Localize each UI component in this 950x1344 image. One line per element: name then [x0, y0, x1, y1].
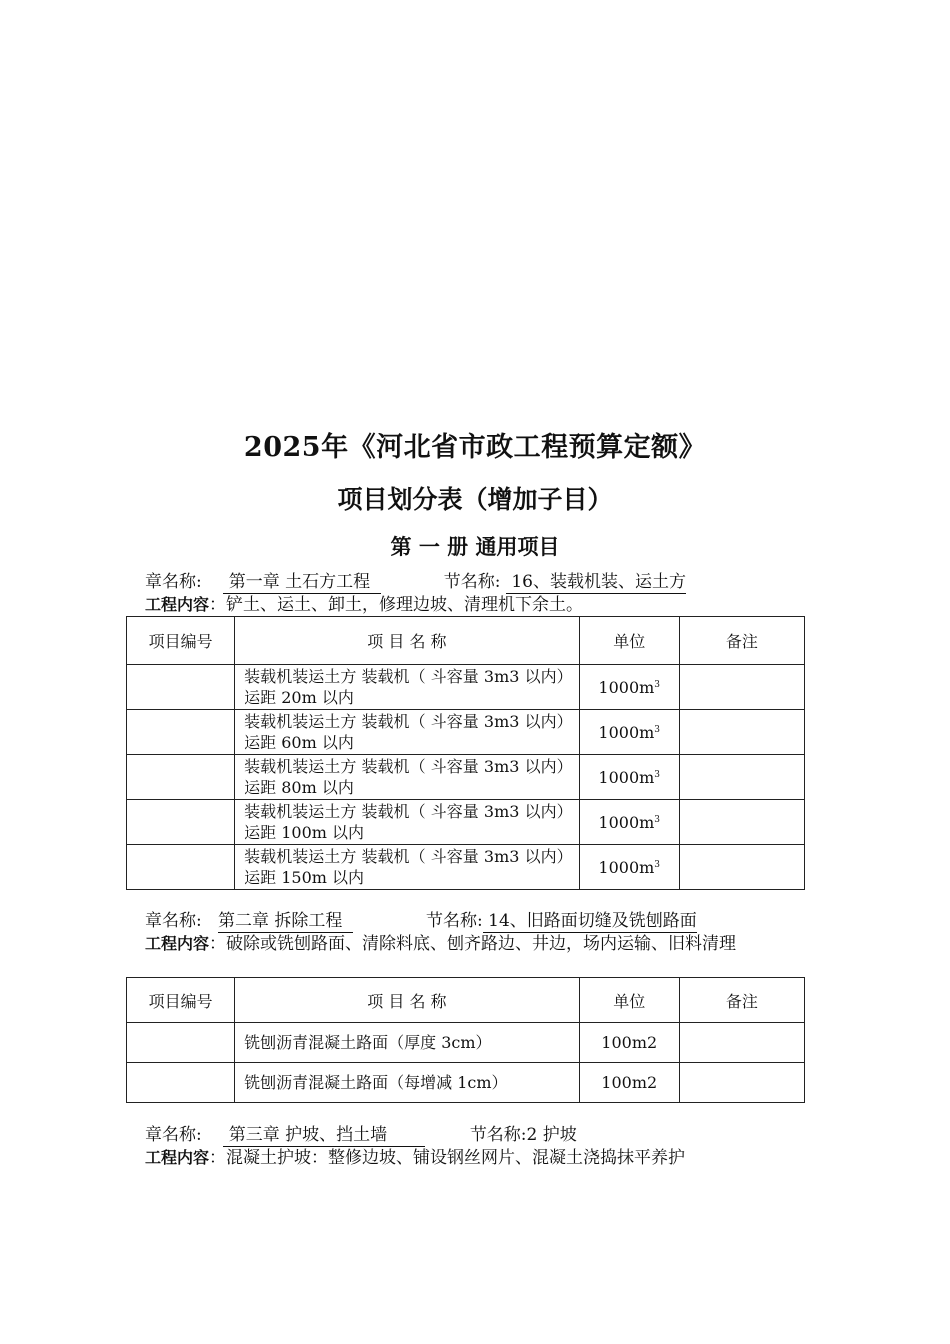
- section-name: 14、旧路面切缝及铣刨路面: [483, 911, 697, 933]
- document-title: 2025年《河北省市政工程预算定额》: [243, 432, 707, 463]
- header-code: 项目编号: [127, 978, 235, 1023]
- cell-name: 装载机装运土方 装载机（ 斗容量 3m3 以内）运距 150m 以内: [235, 845, 580, 890]
- content-label: 工程内容: [145, 1148, 210, 1167]
- section-3-header: [145, 1125, 577, 1145]
- chapter-name: 第二章 拆除工程: [218, 911, 353, 933]
- cell-unit: $1000m^3$: [579, 800, 679, 845]
- section-label: 节名称:: [425, 911, 483, 931]
- cell-unit: $1000m^3$: [579, 665, 679, 710]
- chapter-label: 章名称:: [145, 1125, 202, 1145]
- cell-code: [127, 1023, 235, 1063]
- cell-note: [679, 755, 804, 800]
- header-note: 备注: [679, 978, 804, 1023]
- cell-unit: $1000m^3$: [579, 755, 679, 800]
- cell-note: [679, 1063, 804, 1103]
- section-3-content: 工程内容：混凝土护坡：整修边坡、铺设钢丝网片、混凝土浇捣抹平养护: [145, 1148, 686, 1168]
- cell-name: 装载机装运土方 装载机（ 斗容量 3m3 以内）运距 100m 以内: [235, 800, 580, 845]
- header-note: 备注: [679, 617, 804, 665]
- document-subtitle: 项目划分表（增加子目）: [337, 485, 613, 514]
- chapter-label: 章名称:: [145, 572, 202, 592]
- header-unit: 单位: [579, 617, 679, 665]
- cell-code: [127, 755, 235, 800]
- cell-name: 装载机装运土方 装载机（ 斗容量 3m3 以内）运距 20m 以内: [235, 665, 580, 710]
- cell-note: [679, 845, 804, 890]
- content-text: 破除或铣刨路面、清除料底、刨齐路边、井边，场内运输、旧料清理: [226, 934, 737, 954]
- section-name: 16、装载机装、运土方: [506, 572, 686, 594]
- cell-unit: $1000m^3$: [579, 710, 679, 755]
- volume-title: 第 一 册 通用项目: [390, 534, 560, 559]
- table-header-row: [127, 978, 805, 1023]
- cell-code: [127, 1063, 235, 1103]
- cell-code: [127, 665, 235, 710]
- cell-note: [679, 1023, 804, 1063]
- cell-code: [127, 845, 235, 890]
- header-unit: 单位: [579, 978, 679, 1023]
- items-table-2: [126, 977, 805, 1103]
- header-name: 项 目 名 称: [235, 617, 580, 665]
- cell-note: [679, 710, 804, 755]
- cell-note: [679, 665, 804, 710]
- content-text: 混凝土护坡：整修边坡、铺设钢丝网片、混凝土浇捣抹平养护: [226, 1148, 686, 1168]
- section-1-content: 工程内容：铲土、运土、卸土，修理边坡、清理机下余土。: [145, 595, 584, 615]
- table-row: [127, 710, 805, 755]
- section-name: 2 护坡: [526, 1125, 577, 1145]
- table-row: [127, 755, 805, 800]
- cell-unit: 100m2: [579, 1023, 679, 1063]
- cell-name: 铣刨沥青混凝土路面（厚度 3cm）: [235, 1023, 580, 1063]
- table-row: [127, 665, 805, 710]
- cell-code: [127, 800, 235, 845]
- cell-code: [127, 710, 235, 755]
- content-label: 工程内容: [145, 595, 210, 614]
- section-2-header: [145, 911, 697, 931]
- cell-name: 铣刨沥青混凝土路面（每增减 1cm）: [235, 1063, 580, 1103]
- section-label: 节名称:: [469, 1125, 527, 1145]
- items-table-1: [126, 616, 805, 890]
- cell-unit: 100m2: [579, 1063, 679, 1103]
- table-row: [127, 845, 805, 890]
- cell-name: 装载机装运土方 装载机（ 斗容量 3m3 以内）运距 60m 以内: [235, 710, 580, 755]
- cell-unit: $1000m^3$: [579, 845, 679, 890]
- table-header-row: [127, 617, 805, 665]
- chapter-name: 第一章 土石方工程: [223, 572, 381, 594]
- chapter-name: 第三章 护坡、挡土墙: [223, 1125, 425, 1147]
- table-row: [127, 800, 805, 845]
- header-code: 项目编号: [127, 617, 235, 665]
- cell-name: 装载机装运土方 装载机（ 斗容量 3m3 以内）运距 80m 以内: [235, 755, 580, 800]
- chapter-label: 章名称:: [145, 911, 202, 931]
- header-name: 项 目 名 称: [235, 978, 580, 1023]
- table-row: [127, 1063, 805, 1103]
- content-text: 铲土、运土、卸土，修理边坡、清理机下余土。: [226, 595, 584, 615]
- section-1-header: [145, 572, 686, 592]
- section-label: 节名称:: [443, 572, 501, 592]
- cell-note: [679, 800, 804, 845]
- content-label: 工程内容: [145, 934, 210, 953]
- section-2-content: 工程内容：破除或铣刨路面、清除料底、刨齐路边、井边，场内运输、旧料清理: [145, 934, 737, 954]
- table-row: [127, 1023, 805, 1063]
